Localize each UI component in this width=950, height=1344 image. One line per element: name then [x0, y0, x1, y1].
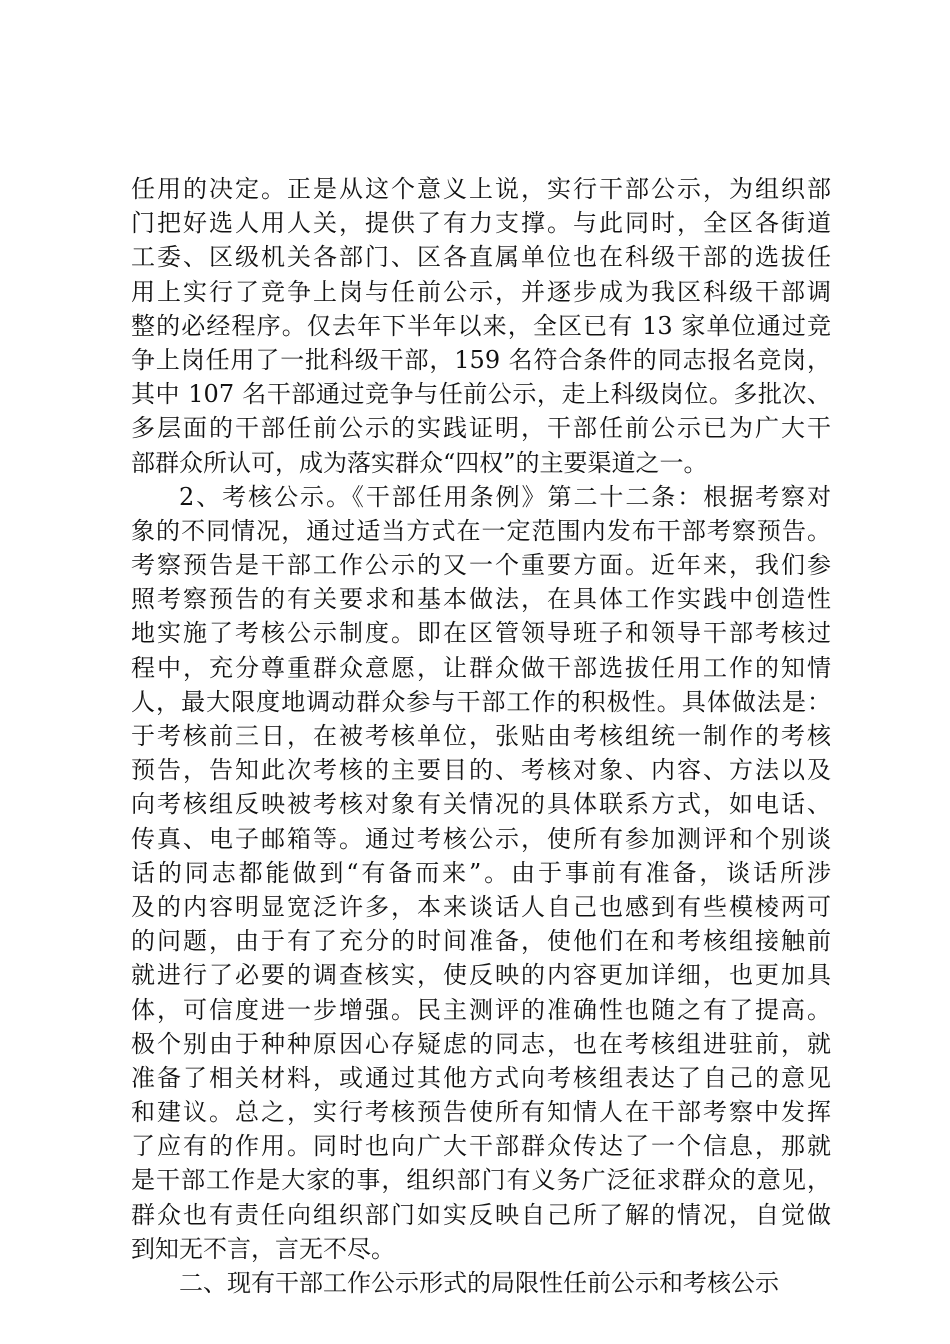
- text-line: 用上实行了竞争上岗与任前公示，并逐步成为我区科级干部调: [131, 277, 831, 306]
- text-line: 地实施了考核公示制度。即在区管领导班子和领导干部考核过: [131, 619, 831, 648]
- text-line: 工委、区级机关各部门、区各直属单位也在科级干部的选拔任: [131, 243, 831, 272]
- text-line: 门把好选人用人关，提供了有力支撑。与此同时，全区各街道: [131, 209, 831, 238]
- text-line: 及的内容明显宽泛许多，本来谈话人自己也感到有些模棱两可: [131, 892, 831, 921]
- text-line: 是干部工作是大家的事，组织部门有义务广泛征求群众的意见，: [131, 1166, 831, 1195]
- text-line: 了应有的作用。同时也向广大干部群众传达了一个信息，那就: [131, 1132, 831, 1161]
- text-line: 和建议。总之，实行考核预告使所有知情人在干部考察中发挥: [131, 1098, 831, 1127]
- text-line: 体，可信度进一步增强。民主测评的准确性也随之有了提高。: [131, 995, 831, 1024]
- text-line: 群众也有责任向组织部门如实反映自己所了解的情况，自觉做: [131, 1200, 831, 1229]
- text-line: 人，最大限度地调动群众参与干部工作的积极性。具体做法是：: [131, 687, 831, 716]
- text-line: 极个别由于种种原因心存疑虑的同志，也在考核组进驻前，就: [131, 1029, 831, 1058]
- text-line: 预告，告知此次考核的主要目的、考核对象、内容、方法以及: [131, 756, 831, 785]
- text-line: 任用的决定。正是从这个意义上说，实行干部公示，为组织部: [131, 175, 831, 203]
- text-line: 多层面的干部任前公示的实践证明，干部任前公示已为广大干: [131, 414, 831, 443]
- text-line: 象的不同情况，通过适当方式在一定范围内发布干部考察预告。: [131, 516, 831, 545]
- text-line: 就进行了必要的调查核实，使反映的内容更加详细，也更加具: [131, 961, 831, 990]
- section-heading: 二、现有干部工作公示形式的局限性任前公示和考核公示: [179, 1269, 779, 1297]
- text-line: 整的必经程序。仅去年下半年以来，全区已有 13 家单位通过竞: [131, 311, 831, 340]
- text-line: 考察预告是干部工作公示的又一个重要方面。近年来，我们参: [131, 551, 831, 580]
- text-line: 程中，充分尊重群众意愿，让群众做干部选拔任用工作的知情: [131, 653, 831, 682]
- text-line: 照考察预告的有关要求和基本做法，在具体工作实践中创造性: [131, 585, 831, 614]
- text-line: 话的同志都能做到“有备而来”。由于事前有准备，谈话所涉: [131, 858, 831, 887]
- text-line: 2、考核公示。《干部任用条例》第二十二条：根据考察对: [179, 482, 831, 511]
- text-line: 的问题，由于有了充分的时间准备，使他们在和考核组接触前: [131, 927, 831, 956]
- text-line: 向考核组反映被考核对象有关情况的具体联系方式，如电话、: [131, 790, 831, 819]
- text-line: 准备了相关材料，或通过其他方式向考核组表达了自己的意见: [131, 1063, 831, 1092]
- text-line: 于考核前三日，在被考核单位，张贴由考核组统一制作的考核: [131, 722, 831, 750]
- text-line: 部群众所认可，成为落实群众“四权”的主要渠道之一。: [131, 448, 708, 477]
- text-line: 到知无不言，言无不尽。: [131, 1234, 395, 1263]
- document-body: [131, 172, 831, 1300]
- text-line: 争上岗任用了一批科级干部，159 名符合条件的同志报名竞岗，: [131, 345, 831, 374]
- text-line: 其中 107 名干部通过竞争与任前公示，走上科级岗位。多批次、: [131, 380, 831, 409]
- text-line: 传真、电子邮箱等。通过考核公示，使所有参加测评和个别谈: [131, 824, 831, 853]
